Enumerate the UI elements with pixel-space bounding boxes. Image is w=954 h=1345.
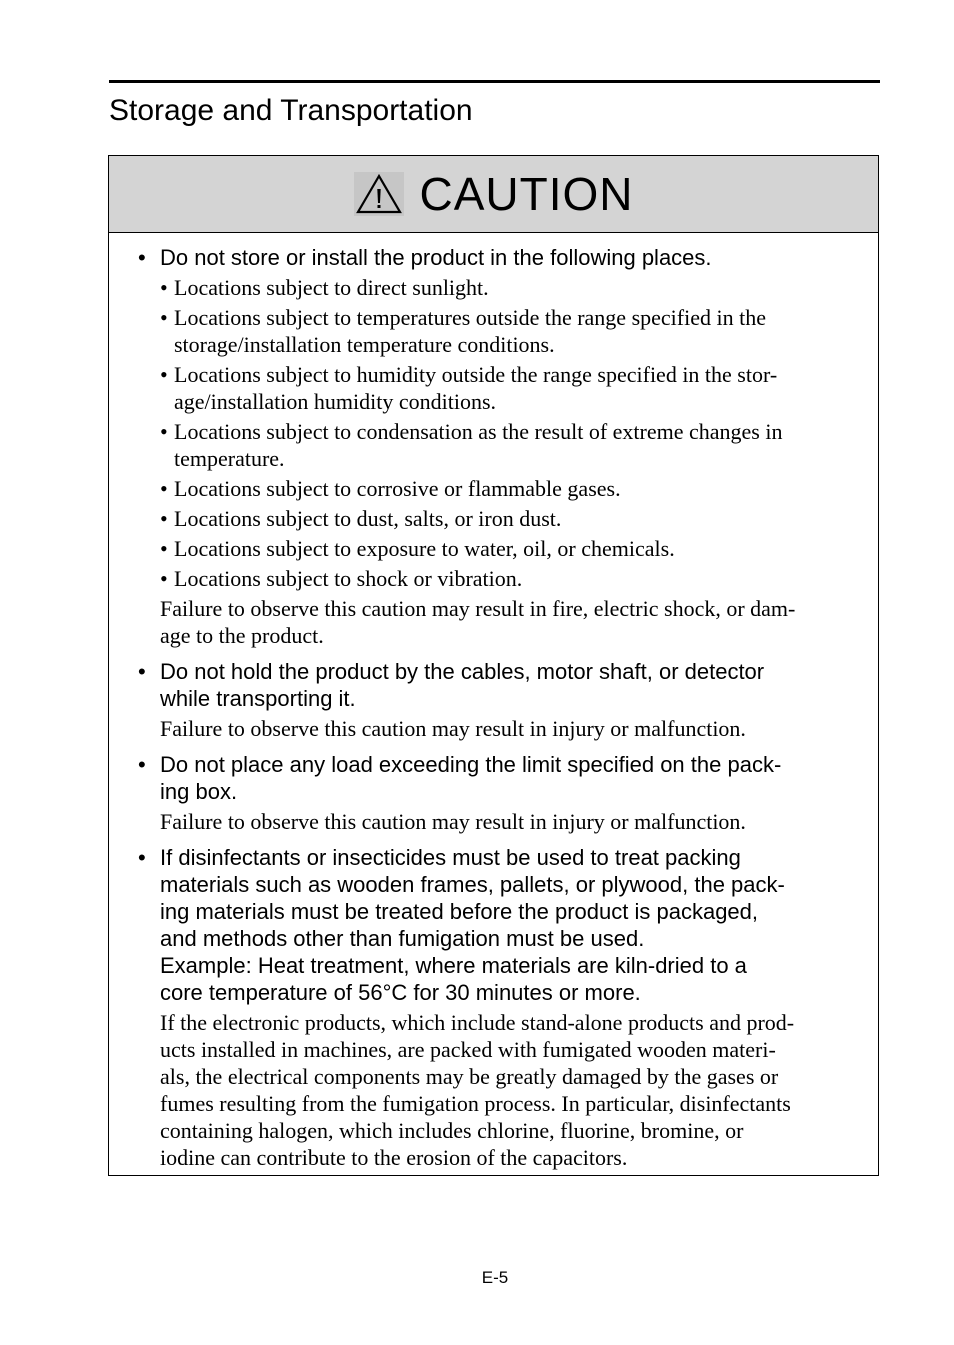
sub-bullet-item [160, 361, 848, 415]
sub-bullet-item [160, 505, 848, 532]
sub-bullet-marker: • [160, 566, 168, 591]
note-line: Failure to observe this caution may result in injury or malfunction. [160, 716, 746, 741]
caution-item [109, 244, 878, 649]
page-number: E-5 [481, 1268, 509, 1287]
item-main-text [160, 751, 848, 805]
item-main-text [160, 244, 848, 271]
sub-bullet-marker: • [160, 536, 168, 561]
warning-triangle-icon [354, 172, 404, 216]
section-title: Storage and Transportation [109, 94, 473, 127]
note-line: Failure to observe this caution may result in injury or malfunction. [160, 809, 746, 834]
main-line: Example: Heat treatment, where materials are kiln-dried to a [160, 953, 747, 978]
sub-bullet-line: Locations subject to direct sunlight. [174, 275, 489, 300]
main-line: If disinfectants or insecticides must be used to treat packing [160, 845, 741, 870]
item-note [160, 715, 848, 742]
caution-item [109, 844, 878, 1171]
note-line: age to the product. [160, 623, 324, 648]
bullet: • [138, 245, 146, 270]
main-line: and methods other than fumigation must be used. [160, 926, 645, 951]
sub-bullet-line: Locations subject to corrosive or flammable gases. [174, 476, 621, 501]
caution-header [109, 156, 878, 233]
main-line: while transporting it. [160, 686, 356, 711]
note-line: als, the electrical components may be greatly damaged by the gases or [160, 1064, 779, 1089]
sub-bullet-item [160, 274, 848, 301]
item-note [160, 808, 848, 835]
note-line: containing halogen, which includes chlorine, fluorine, bromine, or [160, 1118, 744, 1143]
caution-item [109, 658, 878, 742]
caution-item [109, 751, 878, 835]
caution-title: CAUTION [419, 168, 634, 220]
sub-bullet-marker: • [160, 506, 168, 531]
bullet: • [138, 659, 146, 684]
sub-bullet-marker: • [160, 305, 168, 330]
sub-bullet-line: Locations subject to exposure to water, oil, or chemicals. [174, 536, 675, 561]
sub-bullet-line: Locations subject to condensation as the result of extreme changes in [174, 419, 783, 444]
item-note [160, 595, 848, 649]
sub-bullet-item [160, 475, 848, 502]
sub-bullet-line: Locations subject to dust, salts, or iron dust. [174, 506, 562, 531]
sub-bullet-marker: • [160, 476, 168, 501]
note-line: fumes resulting from the fumigation process. In particular, disinfectants [160, 1091, 791, 1116]
sub-bullet-item [160, 304, 848, 358]
note-line: If the electronic products, which include stand-alone products and prod- [160, 1010, 795, 1035]
sub-bullet-line: storage/installation temperature conditions. [174, 332, 555, 357]
sub-bullet-marker: • [160, 419, 168, 444]
note-line: ucts installed in machines, are packed with fumigated wooden materi- [160, 1037, 776, 1062]
bullet: • [138, 752, 146, 777]
sub-bullet-item [160, 418, 848, 472]
sub-bullet-marker: • [160, 362, 168, 387]
sub-bullet-line: Locations subject to shock or vibration. [174, 566, 523, 591]
main-line: Do not hold the product by the cables, motor shaft, or detector [160, 659, 765, 684]
sub-bullet-item [160, 565, 848, 592]
bullet: • [138, 845, 146, 870]
sub-bullet-line: temperature. [174, 446, 285, 471]
main-line: Do not store or install the product in the following places. [160, 245, 712, 270]
sub-bullet-line: age/installation humidity conditions. [174, 389, 497, 414]
caution-content [109, 244, 878, 1171]
top-rule [109, 80, 880, 83]
item-main-text [160, 658, 848, 712]
caution-box [108, 155, 879, 1176]
main-line: ing materials must be treated before the product is packaged, [160, 899, 759, 924]
sub-bullet-marker: • [160, 275, 168, 300]
sub-bullet-line: Locations subject to temperatures outside the range specified in the [174, 305, 766, 330]
note-line: iodine can contribute to the erosion of the capacitors. [160, 1145, 628, 1170]
sub-bullet-line: Locations subject to humidity outside the range specified in the stor- [174, 362, 778, 387]
note-line: Failure to observe this caution may result in fire, electric shock, or dam- [160, 596, 796, 621]
main-line: ing box. [160, 779, 238, 804]
main-line: core temperature of 56°C for 30 minutes or more. [160, 980, 641, 1005]
main-line: materials such as wooden frames, pallets, or plywood, the pack- [160, 872, 785, 897]
item-note [160, 1009, 848, 1171]
main-line: Do not place any load exceeding the limit specified on the pack- [160, 752, 782, 777]
item-main-text [160, 844, 848, 1006]
sub-bullet-item [160, 535, 848, 562]
